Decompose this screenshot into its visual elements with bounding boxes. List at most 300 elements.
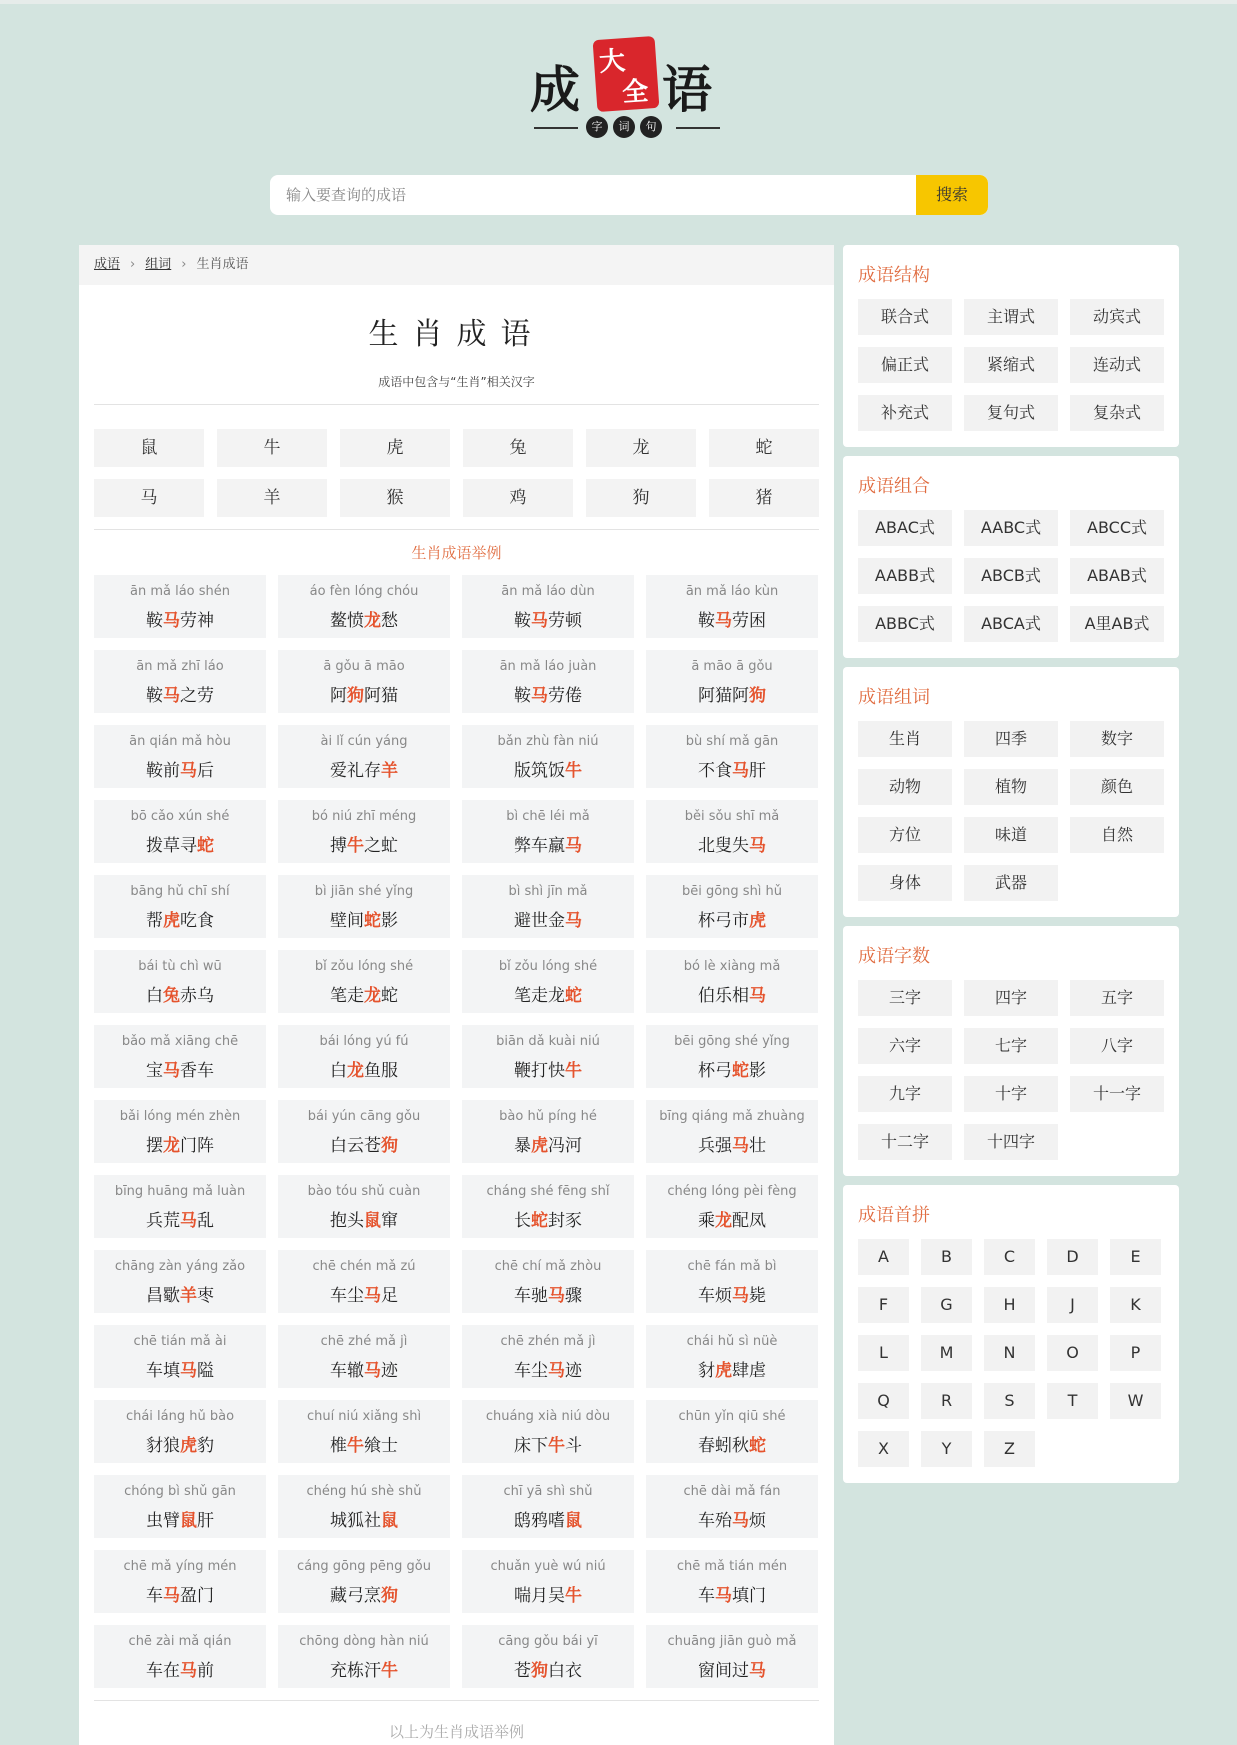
char-count-link[interactable]: 十字 — [964, 1076, 1058, 1112]
idiom-card[interactable] — [94, 1625, 266, 1688]
search-input[interactable] — [270, 175, 910, 215]
idiom-text — [94, 1356, 266, 1381]
idiom-pinyin: ān qián mǎ hòu — [129, 734, 231, 749]
idiom-card[interactable] — [94, 575, 266, 638]
idiom-zodiac-char: 牛 — [565, 1586, 582, 1606]
pinyin-letter-link[interactable]: B — [921, 1239, 972, 1275]
idiom-zodiac-char: 龙 — [364, 986, 381, 1006]
idiom-card[interactable] — [646, 1250, 818, 1313]
pinyin-letter-link[interactable]: J — [1047, 1287, 1098, 1323]
idiom-pinyin: ān mǎ láo shén — [129, 584, 230, 599]
idiom-card[interactable] — [278, 1025, 450, 1088]
idiom-zodiac-char: 牛 — [347, 836, 364, 856]
idiom-card[interactable] — [278, 1475, 450, 1538]
idiom-card[interactable] — [278, 575, 450, 638]
pinyin-letter-link[interactable]: K — [1110, 1287, 1161, 1323]
idiom-pinyin: běi sǒu shī mǎ — [684, 809, 780, 824]
idiom-pinyin: bì shì jīn mǎ — [508, 884, 588, 899]
divider — [94, 1700, 819, 1701]
idiom-zodiac-char: 牛 — [347, 1436, 364, 1456]
idiom-card[interactable] — [646, 875, 818, 938]
idiom-card[interactable] — [646, 950, 818, 1013]
idiom-card[interactable] — [94, 1250, 266, 1313]
idiom-zodiac-char: 羊 — [381, 761, 398, 781]
idiom-text — [278, 981, 450, 1006]
idiom-suffix: 迹 — [381, 1361, 398, 1381]
idiom-card[interactable] — [94, 1550, 266, 1613]
pinyin-letter-link[interactable]: O — [1047, 1335, 1098, 1371]
idiom-prefix: 抱头 — [330, 1211, 364, 1231]
word-group-link[interactable]: 数字 — [1070, 721, 1164, 757]
idiom-pinyin: bǎn zhù fàn niú — [497, 734, 599, 749]
idiom-suffix: 盈门 — [180, 1586, 214, 1606]
idiom-suffix: 壮 — [749, 1136, 766, 1156]
structure-link[interactable]: 偏正式 — [858, 347, 952, 383]
idiom-prefix: 鞍前 — [146, 761, 180, 781]
breadcrumb-link-idioms[interactable]: 成语 — [94, 257, 121, 272]
zodiac-link[interactable]: 虎 — [340, 429, 450, 467]
zodiac-link[interactable]: 鸡 — [463, 479, 573, 517]
pinyin-letter-link[interactable]: L — [858, 1335, 909, 1371]
idiom-pinyin: ài lǐ cún yáng — [320, 734, 408, 749]
idiom-card[interactable] — [462, 950, 634, 1013]
combination-link[interactable]: A里AB式 — [1070, 606, 1164, 642]
idiom-zodiac-char: 牛 — [565, 761, 582, 781]
idiom-text — [278, 1506, 450, 1531]
idiom-card[interactable] — [462, 1250, 634, 1313]
idiom-text — [94, 681, 266, 706]
idiom-card[interactable] — [94, 1025, 266, 1088]
idiom-card[interactable] — [462, 875, 634, 938]
page-title: 生肖成语 — [368, 317, 545, 352]
zodiac-link[interactable]: 羊 — [217, 479, 327, 517]
idiom-card[interactable] — [646, 1025, 818, 1088]
idiom-text — [462, 1056, 634, 1081]
word-group-link[interactable]: 味道 — [964, 817, 1058, 853]
pinyin-letter-link[interactable]: W — [1110, 1383, 1161, 1419]
idiom-prefix: 版筑饭 — [514, 761, 565, 781]
idiom-card[interactable] — [646, 1175, 818, 1238]
idiom-text — [278, 906, 450, 931]
combination-link[interactable]: AABB式 — [858, 558, 952, 594]
pinyin-letter-link[interactable]: M — [921, 1335, 972, 1371]
char-count-link[interactable]: 三字 — [858, 980, 952, 1016]
idiom-text — [646, 1356, 818, 1381]
char-count-link[interactable]: 六字 — [858, 1028, 952, 1064]
pinyin-letter-link[interactable]: P — [1110, 1335, 1161, 1371]
idiom-text — [94, 1131, 266, 1156]
page-subtitle: 成语中包含与“生肖”相关汉字 — [378, 375, 535, 389]
idiom-pinyin: cáng gōng pēng gǒu — [297, 1559, 431, 1574]
idiom-card[interactable] — [278, 875, 450, 938]
idiom-text — [94, 1281, 266, 1306]
idiom-prefix: 昌歜 — [146, 1286, 180, 1306]
zodiac-link[interactable]: 鼠 — [94, 429, 204, 467]
idiom-text — [462, 1431, 634, 1456]
idiom-zodiac-char: 马 — [732, 1286, 749, 1306]
structure-link[interactable]: 复杂式 — [1070, 395, 1164, 431]
idiom-card[interactable] — [646, 1325, 818, 1388]
word-group-link[interactable]: 自然 — [1070, 817, 1164, 853]
idiom-suffix: 骤 — [565, 1286, 582, 1306]
structure-link[interactable]: 补充式 — [858, 395, 952, 431]
idiom-pinyin: chuí niú xiǎng shì — [306, 1409, 422, 1424]
idiom-suffix: 冯河 — [548, 1136, 582, 1156]
logo-line-right — [676, 127, 720, 129]
idiom-card[interactable] — [462, 1325, 634, 1388]
logo-sub-3: 句 — [640, 116, 662, 138]
logo-seal — [593, 36, 660, 112]
char-count-link[interactable]: 十四字 — [964, 1124, 1058, 1160]
char-count-link[interactable]: 五字 — [1070, 980, 1164, 1016]
idiom-suffix: 肝 — [197, 1511, 214, 1531]
idiom-card[interactable] — [646, 725, 818, 788]
idiom-prefix: 阿猫阿 — [698, 686, 749, 706]
search-bar — [270, 175, 988, 215]
zodiac-link[interactable]: 猴 — [340, 479, 450, 517]
idiom-card[interactable] — [94, 875, 266, 938]
idiom-text — [646, 831, 818, 856]
idiom-zodiac-char: 虎 — [531, 1136, 548, 1156]
word-group-link[interactable]: 四季 — [964, 721, 1058, 757]
idiom-zodiac-char: 虎 — [163, 911, 180, 931]
word-group-link[interactable]: 方位 — [858, 817, 952, 853]
idiom-card[interactable] — [462, 1400, 634, 1463]
pinyin-letter-link[interactable]: F — [858, 1287, 909, 1323]
idiom-card[interactable] — [646, 1550, 818, 1613]
idiom-text — [94, 981, 266, 1006]
idiom-suffix: 枣 — [197, 1286, 214, 1306]
zodiac-link[interactable]: 龙 — [586, 429, 696, 467]
idiom-suffix: 吃食 — [180, 911, 214, 931]
idiom-zodiac-char: 马 — [180, 1211, 197, 1231]
idiom-card[interactable] — [94, 800, 266, 863]
idiom-card[interactable] — [278, 1625, 450, 1688]
idiom-card[interactable] — [94, 1100, 266, 1163]
idiom-prefix: 苍 — [514, 1661, 531, 1681]
pinyin-letter-link[interactable]: A — [858, 1239, 909, 1275]
idiom-prefix: 鸱鸦嗜 — [514, 1511, 565, 1531]
idiom-card[interactable] — [462, 650, 634, 713]
site-logo[interactable] — [530, 32, 730, 147]
idiom-pinyin: bǐ zǒu lóng shé — [314, 959, 414, 974]
idiom-text — [278, 756, 450, 781]
idiom-card[interactable] — [462, 1550, 634, 1613]
idiom-card[interactable] — [462, 1475, 634, 1538]
idiom-text — [646, 1506, 818, 1531]
idiom-text — [462, 1581, 634, 1606]
idiom-card[interactable] — [278, 1400, 450, 1463]
word-group-link[interactable]: 颜色 — [1070, 769, 1164, 805]
structure-link[interactable]: 动宾式 — [1070, 299, 1164, 335]
zodiac-grid — [79, 405, 834, 529]
pinyin-letter-link[interactable]: E — [1110, 1239, 1161, 1275]
idiom-zodiac-char: 马 — [548, 1361, 565, 1381]
idiom-prefix: 鞍 — [514, 611, 531, 631]
combination-link[interactable]: ABBC式 — [858, 606, 952, 642]
sidebar-combination — [843, 456, 1179, 658]
idiom-prefix: 弊车羸 — [514, 836, 565, 856]
idiom-zodiac-char: 牛 — [565, 1061, 582, 1081]
idiom-prefix: 车驰 — [514, 1286, 548, 1306]
pinyin-letter-link[interactable]: G — [921, 1287, 972, 1323]
idiom-pinyin: chuāng jiān guò mǎ — [667, 1634, 797, 1649]
idiom-card[interactable] — [278, 1100, 450, 1163]
structure-link[interactable]: 主谓式 — [964, 299, 1058, 335]
idiom-zodiac-char: 狗 — [381, 1586, 398, 1606]
idiom-pinyin: chē zài mǎ qián — [128, 1634, 232, 1649]
idiom-card[interactable] — [94, 650, 266, 713]
idiom-text — [646, 1431, 818, 1456]
idiom-prefix: 鞍 — [698, 611, 715, 631]
pinyin-letter-link[interactable]: S — [984, 1383, 1035, 1419]
idiom-text — [462, 756, 634, 781]
idiom-pinyin: bāng hǔ chī shí — [130, 884, 230, 899]
combination-link[interactable]: ABCA式 — [964, 606, 1058, 642]
idiom-card[interactable] — [278, 650, 450, 713]
idiom-card[interactable] — [94, 1475, 266, 1538]
idiom-prefix: 北叟失 — [698, 836, 749, 856]
idiom-prefix: 鞍 — [514, 686, 531, 706]
idiom-zodiac-char: 兔 — [163, 986, 180, 1006]
idiom-card[interactable] — [278, 725, 450, 788]
idiom-suffix: 愁 — [381, 611, 398, 631]
pinyin-letter-list — [843, 1239, 1179, 1483]
idiom-pinyin: chái láng hǔ bào — [125, 1409, 235, 1424]
examples-grid — [79, 575, 834, 1688]
idiom-card[interactable] — [94, 725, 266, 788]
idiom-pinyin: chē tián mǎ ài — [133, 1334, 227, 1349]
structure-link[interactable]: 复句式 — [964, 395, 1058, 431]
idiom-zodiac-char: 狗 — [381, 1136, 398, 1156]
zodiac-link[interactable]: 猪 — [709, 479, 819, 517]
idiom-zodiac-char: 龙 — [715, 1211, 732, 1231]
idiom-prefix: 宝 — [146, 1061, 163, 1081]
idiom-zodiac-char: 马 — [715, 611, 732, 631]
idiom-card[interactable] — [462, 575, 634, 638]
idiom-text — [94, 1206, 266, 1231]
char-count-link[interactable]: 十二字 — [858, 1124, 952, 1160]
pinyin-letter-link[interactable]: C — [984, 1239, 1035, 1275]
idiom-zodiac-char: 蛇 — [565, 986, 582, 1006]
pinyin-letter-link[interactable]: Y — [921, 1431, 972, 1467]
idiom-pinyin: chéng lóng pèi fèng — [667, 1184, 797, 1199]
pinyin-letter-link[interactable]: N — [984, 1335, 1035, 1371]
idiom-prefix: 伯乐相 — [698, 986, 749, 1006]
idiom-suffix: 门阵 — [180, 1136, 214, 1156]
word-group-link[interactable]: 动物 — [858, 769, 952, 805]
sidebar-count-title: 成语字数 — [858, 946, 930, 967]
pinyin-letter-link[interactable]: Z — [984, 1431, 1035, 1467]
zodiac-link[interactable]: 马 — [94, 479, 204, 517]
idiom-text — [278, 1206, 450, 1231]
structure-link[interactable]: 连动式 — [1070, 347, 1164, 383]
pinyin-letter-link[interactable]: Q — [858, 1383, 909, 1419]
idiom-zodiac-char: 龙 — [347, 1061, 364, 1081]
char-count-link[interactable]: 四字 — [964, 980, 1058, 1016]
idiom-prefix: 车填 — [146, 1361, 180, 1381]
idiom-text — [646, 681, 818, 706]
breadcrumb — [79, 245, 834, 285]
combination-link[interactable]: AABC式 — [964, 510, 1058, 546]
idiom-text — [462, 906, 634, 931]
idiom-zodiac-char: 马 — [163, 611, 180, 631]
idiom-suffix: 鱼服 — [364, 1061, 398, 1081]
char-count-link[interactable]: 八字 — [1070, 1028, 1164, 1064]
idiom-card[interactable] — [646, 1475, 818, 1538]
idiom-pinyin: bái yún cāng gǒu — [307, 1109, 421, 1124]
idiom-pinyin: chē mǎ tián mén — [676, 1559, 788, 1574]
zodiac-link[interactable]: 蛇 — [709, 429, 819, 467]
idiom-pinyin: bō cǎo xún shé — [130, 809, 230, 824]
idiom-pinyin: bīng huāng mǎ luàn — [114, 1184, 246, 1199]
combination-link[interactable]: ABCB式 — [964, 558, 1058, 594]
idiom-pinyin: áo fèn lóng chóu — [309, 584, 419, 599]
pinyin-letter-link[interactable]: R — [921, 1383, 972, 1419]
combination-link[interactable]: ABAC式 — [858, 510, 952, 546]
idiom-card[interactable] — [462, 1025, 634, 1088]
idiom-zodiac-char: 马 — [364, 1286, 381, 1306]
idiom-prefix: 鞍 — [146, 611, 163, 631]
breadcrumb-link-words[interactable]: 组词 — [145, 257, 172, 272]
idiom-suffix: 白衣 — [548, 1661, 582, 1681]
pinyin-letter-link[interactable]: H — [984, 1287, 1035, 1323]
idiom-text — [646, 906, 818, 931]
idiom-card[interactable] — [462, 1175, 634, 1238]
idiom-prefix: 窗间过 — [698, 1661, 749, 1681]
sidebar-combination-title: 成语组合 — [858, 476, 930, 497]
combination-link[interactable]: ABCC式 — [1070, 510, 1164, 546]
idiom-card[interactable] — [646, 575, 818, 638]
idiom-suffix: 窜 — [381, 1211, 398, 1231]
idiom-text — [462, 1281, 634, 1306]
idiom-pinyin: chéng hú shè shǔ — [306, 1484, 422, 1499]
idiom-pinyin: chē mǎ yíng mén — [123, 1559, 237, 1574]
idiom-card[interactable] — [94, 1325, 266, 1388]
idiom-pinyin: bīng qiáng mǎ zhuàng — [659, 1109, 805, 1124]
idiom-card[interactable] — [94, 1400, 266, 1463]
idiom-pinyin: bēi gōng shì hǔ — [681, 884, 783, 899]
examples-heading: 生肖成语举例 — [411, 544, 502, 562]
idiom-suffix: 迹 — [565, 1361, 582, 1381]
idiom-card[interactable] — [462, 800, 634, 863]
idiom-suffix: 影 — [381, 911, 398, 931]
idiom-text — [94, 606, 266, 631]
idiom-card[interactable] — [278, 950, 450, 1013]
idiom-zodiac-char: 马 — [180, 1361, 197, 1381]
idiom-prefix: 车尘 — [514, 1361, 548, 1381]
idiom-suffix: 之劳 — [180, 686, 214, 706]
idiom-card[interactable] — [462, 1625, 634, 1688]
idiom-zodiac-char: 马 — [749, 836, 766, 856]
idiom-card[interactable] — [278, 800, 450, 863]
idiom-prefix: 兵荒 — [146, 1211, 180, 1231]
search-button[interactable]: 搜索 — [916, 175, 988, 215]
idiom-pinyin: cāng gǒu bái yī — [498, 1634, 598, 1649]
structure-link[interactable]: 紧缩式 — [964, 347, 1058, 383]
idiom-prefix: 车 — [698, 1586, 715, 1606]
sidebar-pinyin — [843, 1185, 1179, 1483]
char-count-link[interactable]: 十一字 — [1070, 1076, 1164, 1112]
pinyin-letter-link[interactable]: T — [1047, 1383, 1098, 1419]
idiom-prefix: 车辙 — [330, 1361, 364, 1381]
idiom-prefix: 拨草寻 — [146, 836, 197, 856]
idiom-card[interactable] — [646, 1625, 818, 1688]
idiom-pinyin: chē fán mǎ bì — [687, 1259, 777, 1274]
idiom-text — [646, 1656, 818, 1681]
idiom-zodiac-char: 马 — [565, 911, 582, 931]
idiom-zodiac-char: 马 — [163, 1061, 180, 1081]
word-group-link[interactable]: 生肖 — [858, 721, 952, 757]
idiom-prefix: 鞍 — [146, 686, 163, 706]
idiom-suffix: 隘 — [197, 1361, 214, 1381]
idiom-card[interactable] — [646, 800, 818, 863]
idiom-suffix: 毙 — [749, 1286, 766, 1306]
zodiac-link[interactable]: 牛 — [217, 429, 327, 467]
idiom-card[interactable] — [646, 1100, 818, 1163]
idiom-prefix: 爱礼存 — [330, 761, 381, 781]
idiom-card[interactable] — [278, 1175, 450, 1238]
idiom-pinyin: biān dǎ kuài niú — [496, 1034, 600, 1049]
idiom-prefix: 暴 — [514, 1136, 531, 1156]
zodiac-link[interactable]: 兔 — [463, 429, 573, 467]
pinyin-letter-link[interactable]: D — [1047, 1239, 1098, 1275]
idiom-pinyin: bó lè xiàng mǎ — [683, 959, 781, 974]
word-group-link[interactable]: 植物 — [964, 769, 1058, 805]
idiom-zodiac-char: 马 — [163, 1586, 180, 1606]
idiom-zodiac-char: 鼠 — [565, 1511, 582, 1531]
structure-link[interactable]: 联合式 — [858, 299, 952, 335]
idiom-zodiac-char: 马 — [548, 1286, 565, 1306]
idiom-prefix: 豺狼 — [146, 1436, 180, 1456]
char-count-link[interactable]: 九字 — [858, 1076, 952, 1112]
idiom-suffix: 赤乌 — [180, 986, 214, 1006]
idiom-card[interactable] — [462, 1100, 634, 1163]
idiom-prefix: 车殆 — [698, 1511, 732, 1531]
idiom-pinyin: bì jiān shé yǐng — [314, 884, 414, 899]
pinyin-letter-link[interactable]: X — [858, 1431, 909, 1467]
idiom-card[interactable] — [278, 1250, 450, 1313]
word-group-link[interactable]: 武器 — [964, 865, 1058, 901]
combination-link[interactable]: ABAB式 — [1070, 558, 1164, 594]
idiom-suffix: 烦 — [749, 1511, 766, 1531]
idiom-text — [462, 1656, 634, 1681]
idiom-card[interactable] — [462, 725, 634, 788]
idiom-text — [278, 1581, 450, 1606]
idiom-card[interactable] — [94, 1175, 266, 1238]
idiom-card[interactable] — [646, 650, 818, 713]
idiom-card[interactable] — [278, 1550, 450, 1613]
idiom-card[interactable] — [94, 950, 266, 1013]
idiom-text — [94, 906, 266, 931]
idiom-card[interactable] — [278, 1325, 450, 1388]
char-count-link[interactable]: 七字 — [964, 1028, 1058, 1064]
idiom-suffix: 阿猫 — [364, 686, 398, 706]
zodiac-link[interactable]: 狗 — [586, 479, 696, 517]
breadcrumb-separator-icon: › — [130, 257, 136, 272]
idiom-text — [278, 1431, 450, 1456]
idiom-zodiac-char: 马 — [715, 1586, 732, 1606]
idiom-prefix: 摆 — [146, 1136, 163, 1156]
idiom-pinyin: ā māo ā gǒu — [691, 659, 773, 674]
idiom-zodiac-char: 龙 — [364, 611, 381, 631]
word-group-link[interactable]: 身体 — [858, 865, 952, 901]
idiom-zodiac-char: 马 — [180, 1661, 197, 1681]
idiom-card[interactable] — [646, 1400, 818, 1463]
idiom-zodiac-char: 虎 — [180, 1436, 197, 1456]
sidebar-words-title: 成语组词 — [858, 687, 930, 708]
idiom-suffix: 劳顿 — [548, 611, 582, 631]
